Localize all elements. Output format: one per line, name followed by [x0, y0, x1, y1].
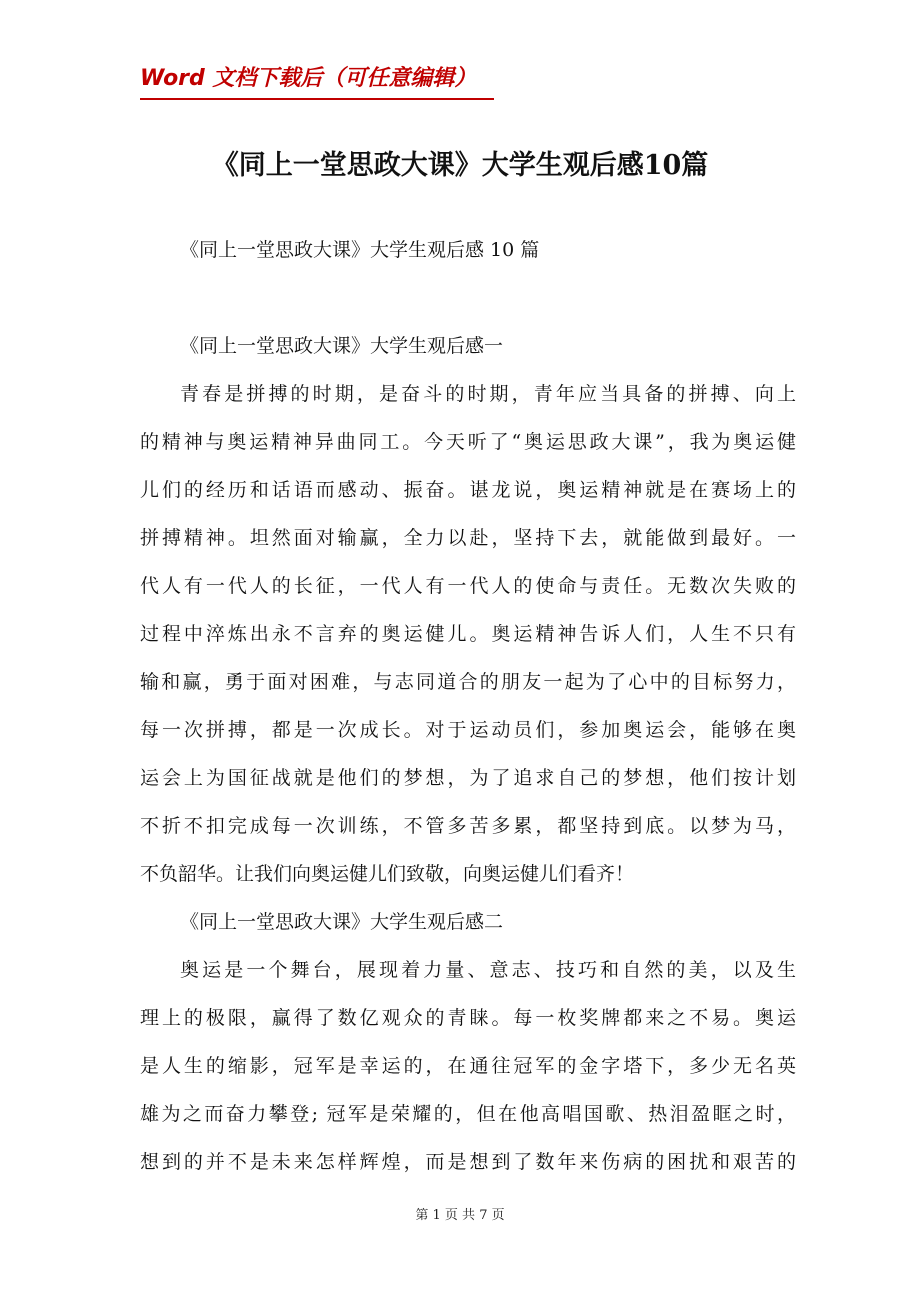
- paragraph-line: 不折不扣完成每一次训练，不管多苦多累，都坚持到底。以梦为马，: [140, 815, 796, 837]
- paragraph-line: 的精神与奥运精神异曲同工。今天听了“奥运思政大课”，我为奥运健: [140, 431, 796, 453]
- paragraph-line: 输和赢，勇于面对困难，与志同道合的朋友一起为了心中的目标努力，: [140, 671, 796, 693]
- paragraph-line: 青春是拼搏的时期，是奋斗的时期，青年应当具备的拼搏、向上: [180, 383, 796, 405]
- page-number: 第 1 页 共 7 页: [415, 1208, 505, 1223]
- section-heading-1: 《同上一堂思政大课》大学生观后感一: [180, 335, 504, 357]
- paragraph-line: 是人生的缩影，冠军是幸运的，在通往冠军的金字塔下，多少无名英: [140, 1055, 796, 1077]
- banner-text: Word 文档下载后（可任意编辑）: [140, 66, 477, 91]
- paragraph-line: 雄为之而奋力攀登; 冠军是荣耀的，但在他高唱国歌、热泪盈眶之时，: [140, 1103, 796, 1125]
- document-body: [140, 226, 796, 1186]
- section-heading-2: 《同上一堂思政大课》大学生观后感二: [180, 911, 504, 933]
- paragraph-line: 理上的极限，赢得了数亿观众的青睐。每一枚奖牌都来之不易。奥运: [140, 1007, 796, 1029]
- paragraph-line: 代人有一代人的长征，一代人有一代人的使命与责任。无数次失败的: [140, 575, 796, 597]
- document-title: 《同上一堂思政大课》大学生观后感10篇: [211, 150, 709, 181]
- paragraph-line: 拼搏精神。坦然面对输赢，全力以赴，坚持下去，就能做到最好。一: [140, 527, 796, 549]
- paragraph-line: 想到的并不是未来怎样辉煌，而是想到了数年来伤病的困扰和艰苦的: [140, 1151, 796, 1173]
- paragraph-line: 运会上为国征战就是他们的梦想，为了追求自己的梦想，他们按计划: [140, 767, 796, 789]
- download-banner: [140, 64, 494, 100]
- paragraph-line: 每一次拼搏，都是一次成长。对于运动员们，参加奥运会，能够在奥: [140, 719, 796, 741]
- paragraph-line: 奥运是一个舞台，展现着力量、意志、技巧和自然的美，以及生: [180, 959, 796, 981]
- paragraph-line: 不负韶华。让我们向奥运健儿们致敬，向奥运健儿们看齐！: [140, 863, 635, 885]
- paragraph-line: 儿们的经历和话语而感动、振奋。谌龙说，奥运精神就是在赛场上的: [140, 479, 796, 501]
- document-subtitle: 《同上一堂思政大课》大学生观后感 10 篇: [180, 239, 540, 261]
- blank-line: [140, 274, 796, 322]
- paragraph-line: 过程中淬炼出永不言弃的奥运健儿。奥运精神告诉人们，人生不只有: [140, 623, 796, 645]
